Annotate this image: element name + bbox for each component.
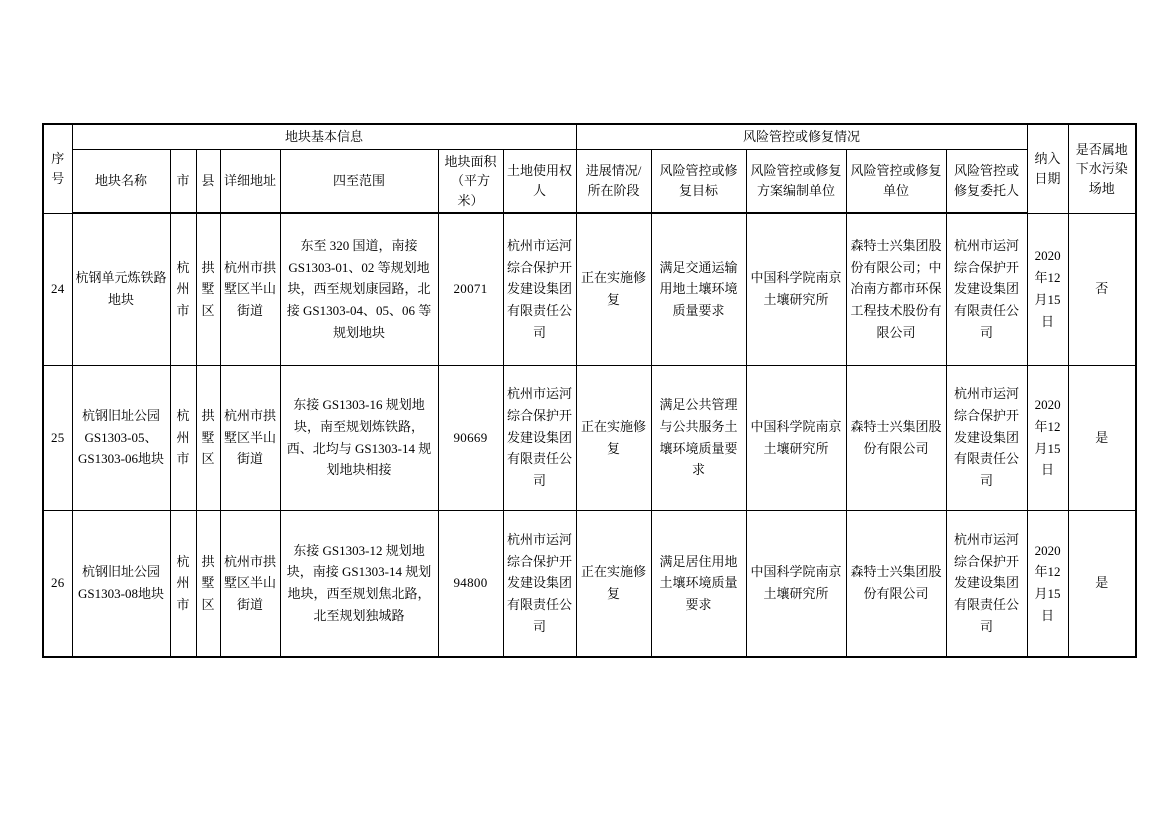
cell-land-user: 杭州市运河综合保护开发建设集团有限责任公司 [503, 213, 576, 365]
header-county: 县 [196, 149, 220, 213]
cell-repair-unit: 森特士兴集团股份有限公司；中冶南方都市环保工程技术股份有限公司 [846, 213, 946, 365]
cell-target: 满足交通运输用地土壤环境质量要求 [651, 213, 746, 365]
cell-client: 杭州市运河综合保护开发建设集团有限责任公司 [946, 510, 1027, 657]
cell-boundaries: 东接 GS1303-16 规划地块，南至规划炼铁路，西、北均与 GS1303-14 规划地块相接 [280, 365, 438, 510]
header-client: 风险管控或修复委托人 [946, 149, 1027, 213]
cell-seq: 25 [43, 365, 72, 510]
cell-repair-unit: 森特士兴集团股份有限公司 [846, 365, 946, 510]
cell-date: 2020年12月15日 [1027, 213, 1068, 365]
cell-land-user: 杭州市运河综合保护开发建设集团有限责任公司 [503, 365, 576, 510]
cell-city: 杭州市 [170, 365, 196, 510]
cell-area: 20071 [438, 213, 503, 365]
cell-plan-unit: 中国科学院南京土壤研究所 [746, 365, 846, 510]
header-boundaries: 四至范围 [280, 149, 438, 213]
cell-address: 杭州市拱墅区半山街道 [220, 213, 280, 365]
cell-plot-name: 杭钢旧址公园GS1303-08地块 [72, 510, 170, 657]
cell-progress: 正在实施修复 [576, 213, 651, 365]
cell-area: 94800 [438, 510, 503, 657]
cell-target: 满足公共管理与公共服务土壤环境质量要求 [651, 365, 746, 510]
header-plot-name: 地块名称 [72, 149, 170, 213]
cell-seq: 26 [43, 510, 72, 657]
cell-repair-unit: 森特士兴集团股份有限公司 [846, 510, 946, 657]
cell-land-user: 杭州市运河综合保护开发建设集团有限责任公司 [503, 510, 576, 657]
cell-county: 拱墅区 [196, 213, 220, 365]
header-inclusion-date: 纳入日期 [1027, 124, 1068, 213]
cell-groundwater: 否 [1068, 213, 1136, 365]
cell-boundaries: 东至 320 国道，南接 GS1303-01、02 等规划地块，西至规划康园路，北接 GS1303-04、05、06 等规划地块 [280, 213, 438, 365]
cell-county: 拱墅区 [196, 510, 220, 657]
cell-plot-name: 杭钢单元炼铁路地块 [72, 213, 170, 365]
table-sheet [42, 123, 1137, 658]
cell-area: 90669 [438, 365, 503, 510]
cell-progress: 正在实施修复 [576, 365, 651, 510]
cell-plot-name: 杭钢旧址公园GS1303-05、GS1303-06地块 [72, 365, 170, 510]
header-city: 市 [170, 149, 196, 213]
header-repair-unit: 风险管控或修复单位 [846, 149, 946, 213]
header-group-basic-info: 地块基本信息 [72, 124, 576, 149]
cell-client: 杭州市运河综合保护开发建设集团有限责任公司 [946, 213, 1027, 365]
header-groundwater-pollution: 是否属地下水污染场地 [1068, 124, 1136, 213]
header-plan-unit: 风险管控或修复方案编制单位 [746, 149, 846, 213]
header-address: 详细地址 [220, 149, 280, 213]
land-parcel-remediation-table [42, 123, 1137, 658]
cell-city: 杭州市 [170, 510, 196, 657]
header-seq: 序号 [43, 124, 72, 213]
cell-plan-unit: 中国科学院南京土壤研究所 [746, 510, 846, 657]
cell-client: 杭州市运河综合保护开发建设集团有限责任公司 [946, 365, 1027, 510]
cell-date: 2020年12月15日 [1027, 365, 1068, 510]
header-group-risk-remediation: 风险管控或修复情况 [576, 124, 1027, 149]
table-row [43, 213, 1136, 365]
header-group-row [43, 124, 1136, 149]
cell-address: 杭州市拱墅区半山街道 [220, 365, 280, 510]
cell-groundwater: 是 [1068, 510, 1136, 657]
cell-boundaries: 东接 GS1303-12 规划地块，南接 GS1303-14 规划地块，西至规划焦北路，北至规划独城路 [280, 510, 438, 657]
cell-progress: 正在实施修复 [576, 510, 651, 657]
cell-groundwater: 是 [1068, 365, 1136, 510]
cell-seq: 24 [43, 213, 72, 365]
cell-plan-unit: 中国科学院南京土壤研究所 [746, 213, 846, 365]
cell-date: 2020年12月15日 [1027, 510, 1068, 657]
cell-county: 拱墅区 [196, 365, 220, 510]
cell-target: 满足居住用地土壤环境质量要求 [651, 510, 746, 657]
header-progress-stage: 进展情况/所在阶段 [576, 149, 651, 213]
cell-city: 杭州市 [170, 213, 196, 365]
table-row [43, 365, 1136, 510]
cell-address: 杭州市拱墅区半山街道 [220, 510, 280, 657]
table-row [43, 510, 1136, 657]
header-land-user: 土地使用权人 [503, 149, 576, 213]
header-sub-row [43, 149, 1136, 213]
header-remediation-target: 风险管控或修复目标 [651, 149, 746, 213]
header-area: 地块面积（平方米） [438, 149, 503, 213]
